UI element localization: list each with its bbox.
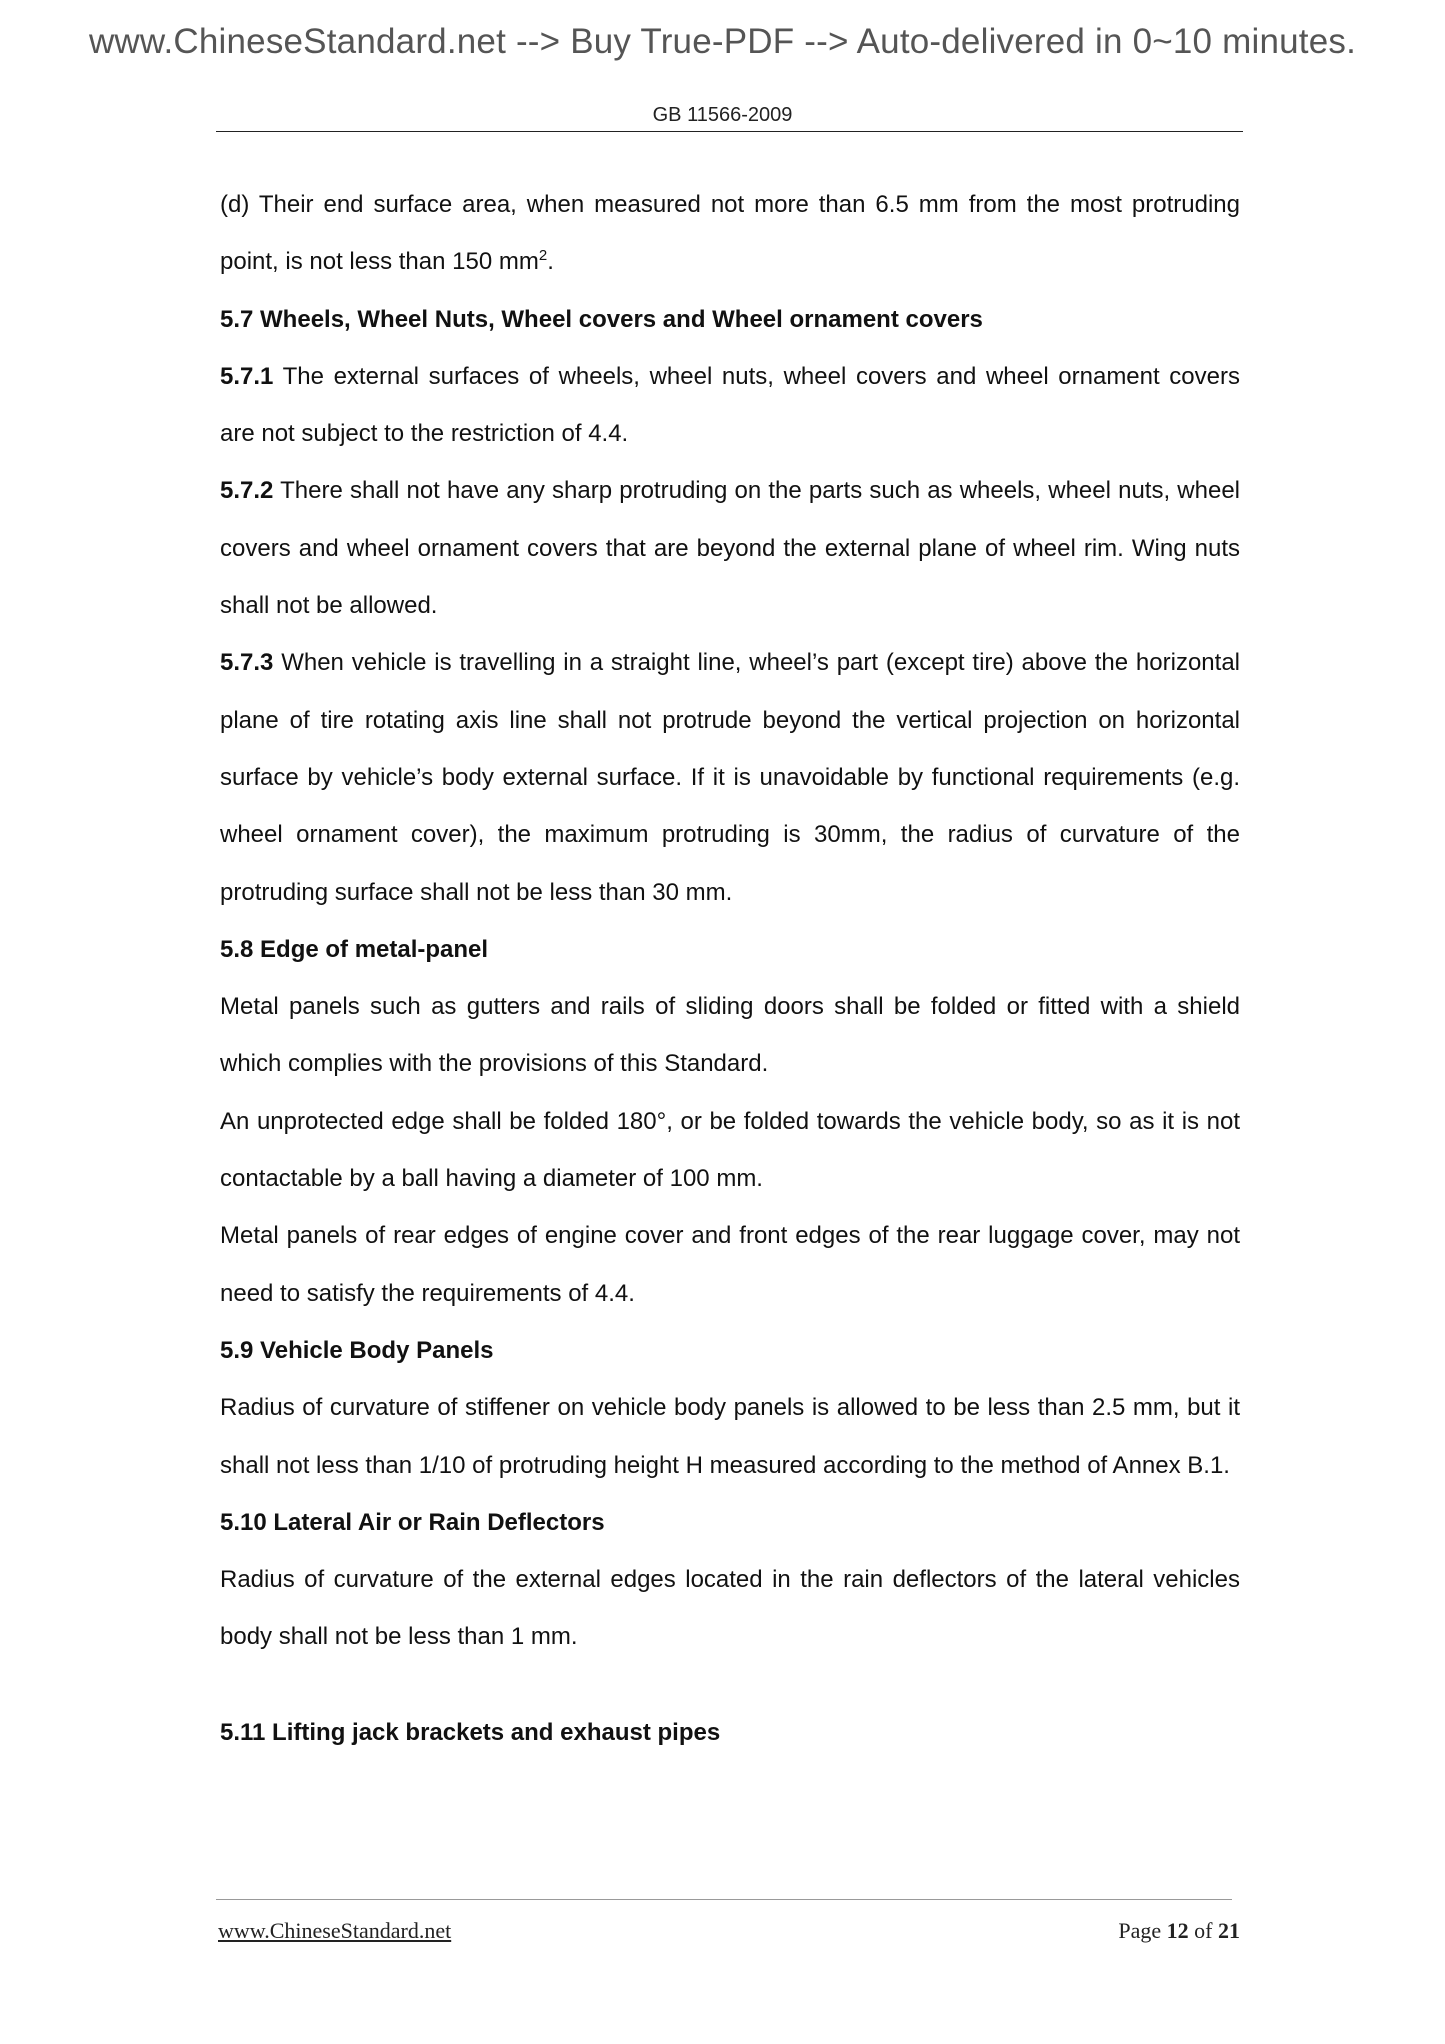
page-number [1118, 1918, 1240, 1944]
clause-5-7-1 [220, 348, 1240, 463]
clause-5-8-paragraph-1: Metal panels such as gutters and rails of sliding doors shall be folded or fitted with a shield which complies with the provisions of this Standard. [220, 993, 1240, 1078]
clause-5-7-2-number: 5.7.2 [220, 477, 274, 505]
clause-5-7-3 [220, 634, 1240, 920]
top-banner: www.ChineseStandard.net --> Buy True-PDF --> Auto-delivered in 0~10 minutes. [88, 22, 1357, 61]
heading-5-11: 5.11 Lifting jack brackets and exhaust pipes [220, 1718, 721, 1746]
page-total: 21 [1218, 1918, 1240, 1943]
section-spacer [220, 1666, 1240, 1704]
item-d-end: . [547, 248, 554, 276]
page-current: 12 [1166, 1918, 1189, 1943]
item-d-paragraph [220, 176, 1240, 291]
clause-5-10-paragraph: Radius of curvature of the external edges located in the rain deflectors of the lateral vehicles body shall not be less than 1 mm. [220, 1566, 1240, 1651]
clause-5-7-2 [220, 462, 1240, 634]
document-code: GB 11566-2009 [652, 104, 793, 126]
item-d-superscript: 2 [538, 247, 548, 265]
heading-5-7: 5.7 Wheels, Wheel Nuts, Wheel covers and Wheel ornament covers [220, 305, 983, 333]
heading-5-9: 5.9 Vehicle Body Panels [220, 1336, 494, 1364]
clause-5-7-3-number: 5.7.3 [220, 649, 274, 677]
clause-5-7-1-text: The external surfaces of wheels, wheel nuts, wheel covers and wheel ornament covers are not subject to the restriction of 4.4. [220, 362, 1240, 448]
clause-5-7-1-number: 5.7.1 [220, 362, 274, 390]
footer-site-link[interactable]: www.ChineseStandard.net [218, 1918, 452, 1943]
clause-5-7-3-text: When vehicle is travelling in a straight line, wheel’s part (except tire) above the horizontal plane of tire rotating axis line shall not protrude beyond the vertical projection on horizontal surface by vehicle’s body external surface. If it is unavoidable by functional requirements (e.g. wheel ornament cover), the maximum protruding is 30mm, the radius of curvature of the protruding surface shall not be less than 30 mm. [220, 649, 1240, 906]
header-divider [216, 131, 1243, 132]
clause-5-8-paragraph-2: An unprotected edge shall be folded 180°, or be folded towards the vehicle body, so as it is not contactable by a ball having a diameter of 100 mm. [220, 1107, 1240, 1193]
clause-5-9-paragraph: Radius of curvature of stiffener on vehicle body panels is allowed to be less than 2.5 mm, but it shall not less than 1/10 of protruding height H measured according to the method of Annex B.1. [220, 1394, 1240, 1479]
page-prefix: Page [1118, 1918, 1167, 1943]
footer-divider [216, 1899, 1232, 1900]
clause-5-8-paragraph-3: Metal panels of rear edges of engine cover and front edges of the rear luggage cover, may not need to satisfy the requirements of 4.4. [220, 1222, 1240, 1307]
heading-5-8: 5.8 Edge of metal-panel [220, 935, 489, 963]
heading-5-10: 5.10 Lateral Air or Rain Deflectors [220, 1508, 605, 1536]
clause-5-7-2-text: There shall not have any sharp protruding on the parts such as wheels, wheel nuts, wheel covers and wheel ornament covers that are beyond the external plane of wheel rim. Wing nuts shall not be allowed. [220, 477, 1240, 620]
page-of: of [1188, 1918, 1218, 1943]
item-d-text: (d) Their end surface area, when measured not more than 6.5 mm from the most protruding point, is not less than 150 mm [220, 191, 1240, 276]
page-body [220, 176, 1240, 1761]
